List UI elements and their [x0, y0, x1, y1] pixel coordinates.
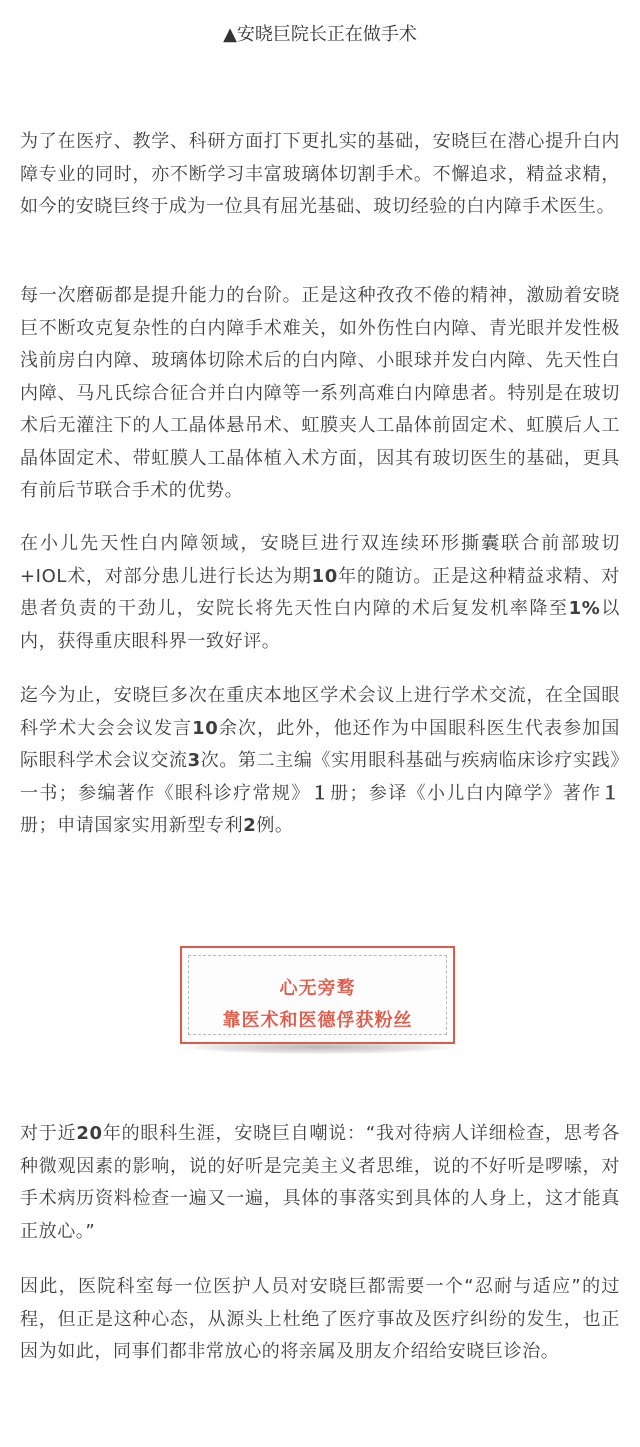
paragraph-text-segment: 余次，此外，他还作为中国眼科医生代表参加国际眼科学术会议交流 — [20, 717, 620, 771]
paragraph-text-segment: 以内，获得重庆眼科界一致好评。 — [20, 598, 621, 652]
photo-caption: ▲安晓巨院长正在做手术 — [223, 24, 417, 45]
article-paragraph-4 — [20, 680, 620, 843]
section-banner-subtitle: 靠医术和医德俘获粉丝 — [222, 1010, 413, 1031]
paragraph-text-segment: 为了在医疗、教学、科研方面打下更扎实的基础，安晓巨在潜心提升白内障专业的同时，亦不断学习丰富玻璃体切割手术。不懈追求，精益求精，如今的安晓巨终于成为一位具有屈光基础、玻切经验的白内障手术医生。 — [20, 131, 620, 217]
section-banner-title: 心无旁骛 — [279, 978, 356, 999]
paragraph-text-segment: 对于近 — [20, 1123, 77, 1144]
section-banner — [180, 946, 455, 1044]
emphasis-number: 2 — [243, 815, 257, 836]
paragraph-text-segment: 年的随访。正是这种精益求精、对患者负责的干劲儿，安院长将先天性白内障的术后复发机率降至 — [20, 565, 620, 619]
paragraph-text-segment: 因此，医院科室每一位医护人员对安晓巨都需要一个“忍耐与适应”的过程，但正是这种心态，从源头上杜绝了医疗事故及医疗纠纷的发生，也正因为如此，同事们都非常放心的将亲属及朋友介绍给安晓巨诊治。 — [20, 1276, 620, 1362]
emphasis-number: 20 — [76, 1123, 103, 1144]
paragraph-text-segment: 次。第二主编《实用眼科基础与疾病临床诊疗实践》一书；参编著作《眼科诊疗常规》 — [20, 750, 620, 804]
paragraph-text-segment: 每一次磨砺都是提升能力的台阶。正是这种孜孜不倦的精神，激励着安晓巨不断攻克复杂性的白内障手术难关，如外伤性白内障、青光眼并发性极浅前房白内障、玻璃体切除术后的白内障、小眼球并发白内障、先天性白内障、马凡氏综合征合并白内障等一系列高难白内障患者。特别是在玻切术后无灌注下的人工晶体悬吊术、虹膜夹人工晶体前固定术、虹膜后人工晶体固定术、带虹膜人工晶体植入术方面，因其有玻切医生的基础，更具有前后节联合手术的优势。 — [20, 285, 620, 501]
paragraph-text-segment: 例。 — [256, 815, 294, 836]
emphasis-number: 10 — [311, 565, 338, 587]
emphasis-number: １ — [310, 782, 331, 804]
emphasis-number: 3 — [187, 750, 201, 771]
section-banner-inner-frame — [188, 955, 447, 1035]
article-paragraph-1 — [20, 126, 620, 224]
article-paragraph-2 — [20, 280, 620, 508]
emphasis-number: １ — [601, 782, 620, 804]
article-paragraph-3 — [20, 528, 620, 658]
paragraph-text-segment: 册；参译《小儿白内障学》著作 — [330, 782, 602, 804]
article-paragraph-5 — [20, 1118, 620, 1248]
paragraph-text-segment: 年的眼科生涯，安晓巨自嘲说：“我对待病人详细检查，思考各种微观因素的影响，说的好听是完美主义者思维，说的不好听是啰嗦，对手术病历资料检查一遍又一遍，具体的事落实到具体的人身上，这才能真正放心。” — [20, 1123, 620, 1242]
paragraph-text-segment: 册；申请国家实用新型专利 — [20, 815, 244, 836]
paragraph-text-segment: 迄今为止，安晓巨多次在重庆本地区学术会议上进行学术交流，在全国眼科学术大会会议发言 — [20, 685, 620, 739]
emphasis-number: 1% — [568, 598, 601, 619]
emphasis-number: 10 — [192, 717, 219, 739]
article-paragraph-6 — [20, 1271, 620, 1369]
paragraph-text-segment: 在小儿先天性白内障领域，安晓巨进行双连续环形撕囊联合前部玻切+IOL术，对部分患儿进行长达为期 — [20, 533, 620, 587]
